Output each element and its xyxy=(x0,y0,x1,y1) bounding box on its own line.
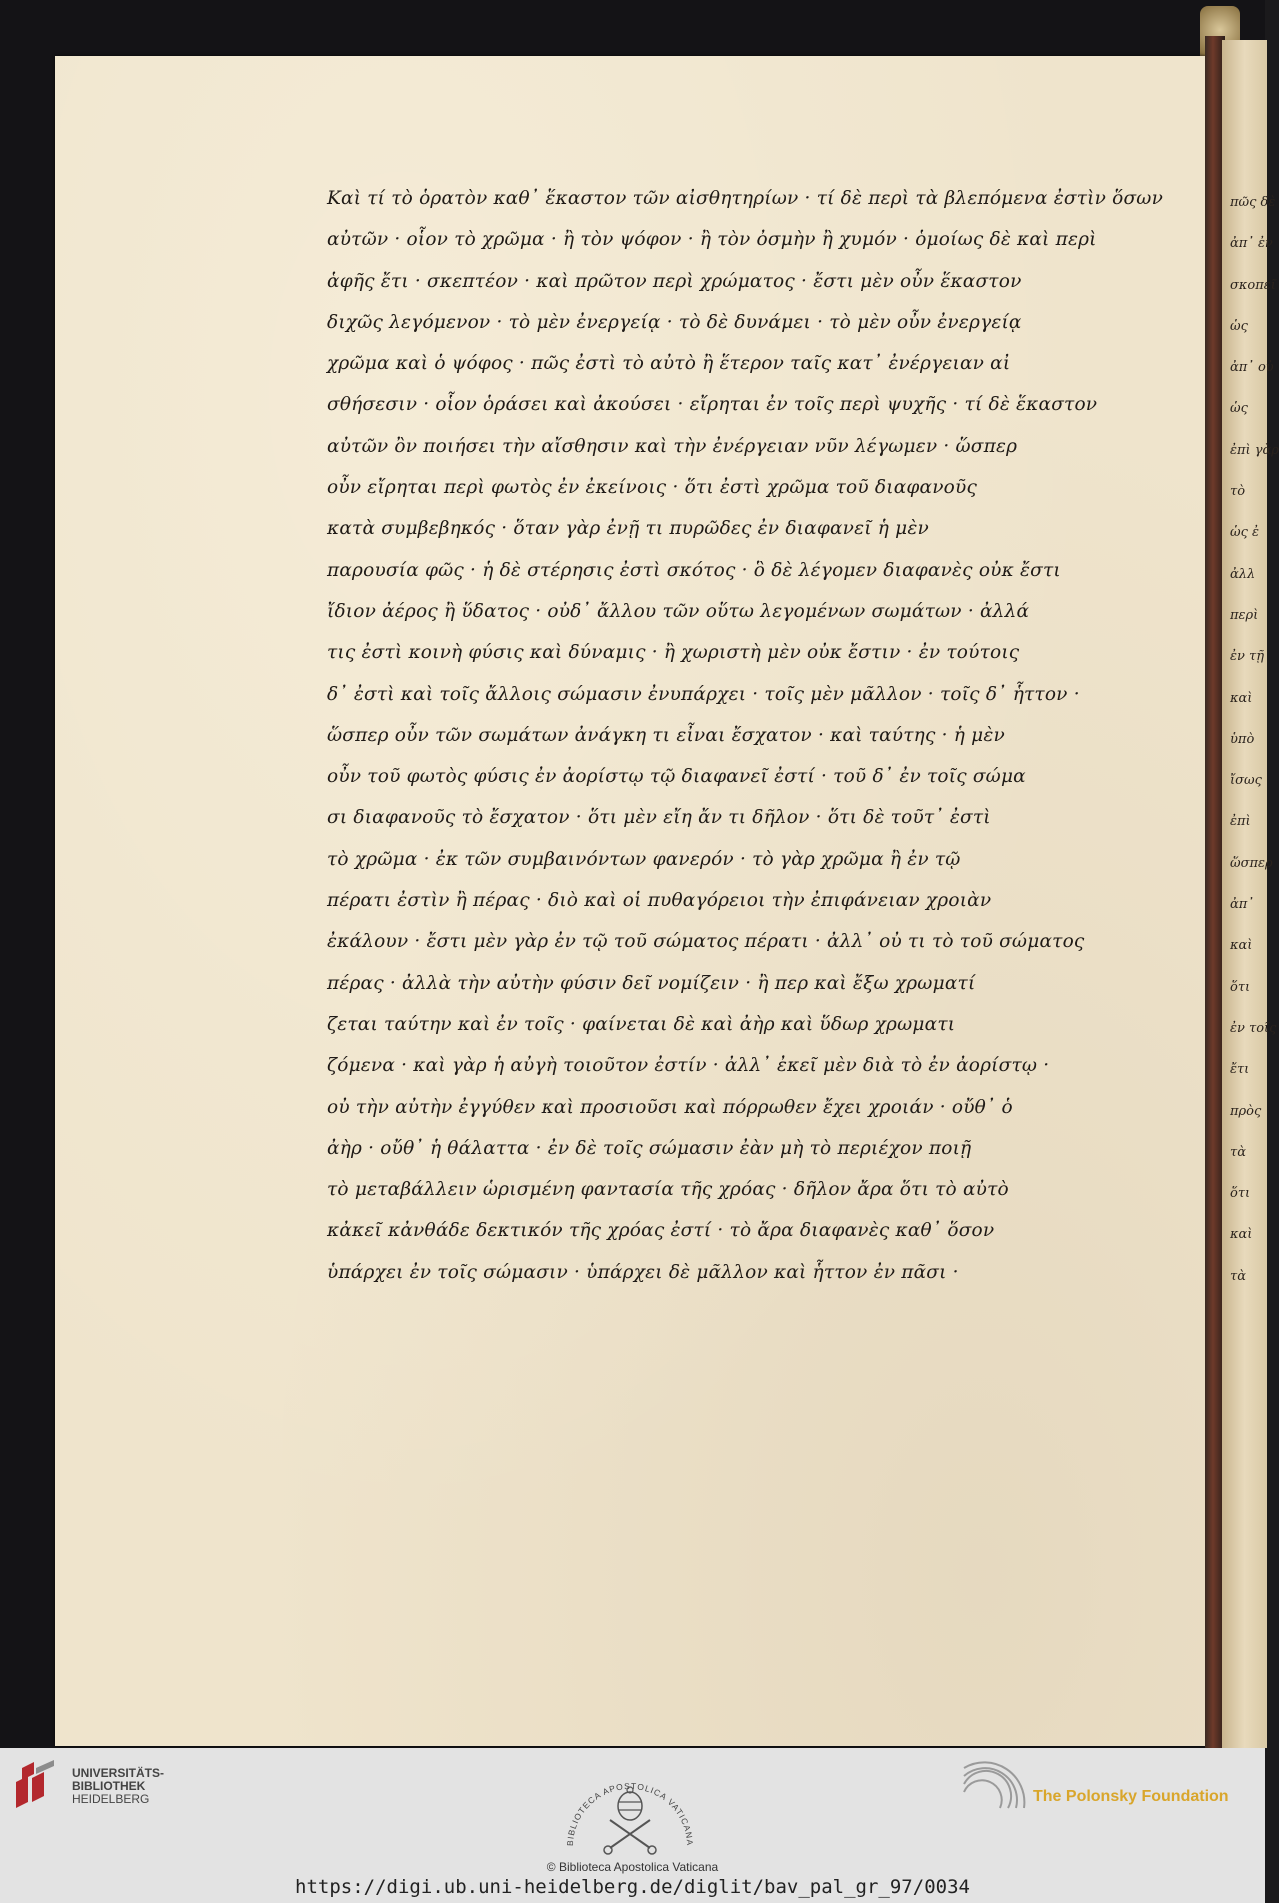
text-line: χρῶμα καὶ ὁ ψόφος · πῶς ἐστὶ τὸ αὐτὸ ἢ ἕτερον ταῖς κατ᾽ ἐνέργειαν αἰ xyxy=(327,353,1011,375)
margin-fragment: τὰ xyxy=(1230,1268,1246,1284)
margin-fragment: πῶς δὲ xyxy=(1230,195,1276,210)
text-line: ζεται ταύτην καὶ ἐν τοῖς · φαίνεται δὲ καὶ ἀὴρ καὶ ὕδωρ χρωματι xyxy=(327,1013,956,1035)
margin-fragment: ὡς ἐ xyxy=(1230,525,1259,541)
margin-fragment: ἴσως xyxy=(1230,773,1262,789)
margin-fragment: σκοπεῖ xyxy=(1230,277,1276,293)
text-line: ὥσπερ οὖν τῶν σωμάτων ἀνάγκη τι εἶναι ἔσχατον · καὶ ταύτης · ἡ μὲν xyxy=(327,724,1005,746)
university-name-line1: UNIVERSITÄTS- xyxy=(72,1766,165,1780)
text-line: ἴδιον ἀέρος ἢ ὕδατος · οὐδ᾽ ἄλλου τῶν οὕτω λεγομένων σωμάτων · ἀλλά xyxy=(327,600,1030,622)
margin-fragment: καὶ xyxy=(1230,938,1253,954)
text-line: κατὰ συμβεβηκός · ὅταν γὰρ ἐνῇ τι πυρῶδες ἐν διαφανεῖ ἡ μὲν xyxy=(327,518,929,540)
university-name[interactable] xyxy=(72,1767,164,1806)
text-line: σι διαφανοῦς τὸ ἔσχατον · ὅτι μὲν εἴη ἄν τι δῆλον · ὅτι δὲ τοῦτ᾽ ἐστὶ xyxy=(327,807,991,829)
vatican-library-seal-icon[interactable] xyxy=(555,1768,705,1868)
facing-page-edge xyxy=(1222,40,1279,1748)
text-line: ζόμενα · καὶ γὰρ ἡ αὐγὴ τοιοῦτον ἐστίν · ἀλλ᾽ ἐκεῖ μὲν διὰ τὸ ἐν ἀορίστῳ · xyxy=(327,1055,1050,1077)
margin-fragment: καὶ xyxy=(1230,1227,1253,1243)
margin-fragment: ἀπ᾽ ἐν xyxy=(1230,236,1273,252)
text-line: Καὶ τί τὸ ὁρατὸν καθ᾽ ἕκαστον τῶν αἰσθητηρίων · τί δὲ περὶ τὰ βλεπόμενα ἐστὶν ὅσων xyxy=(327,188,1164,209)
margin-fragment: ὡς xyxy=(1230,401,1248,417)
margin-fragment: ἐπὶ xyxy=(1230,814,1251,830)
text-line: αὐτῶν ὂν ποιήσει τὴν αἴσθησιν καὶ τὴν ἐνέργειαν νῦν λέγωμεν · ὥσπερ xyxy=(327,435,1018,457)
margin-fragment: ἀλλ xyxy=(1230,566,1256,582)
text-line: οὐ τὴν αὐτὴν ἐγγύθεν καὶ προσιοῦσι καὶ πόρρωθεν ἔχει χροιάν · οὔθ᾽ ὁ xyxy=(327,1096,1013,1118)
margin-fragment: ἀπ᾽ xyxy=(1230,897,1254,913)
university-name-line2: BIBLIOTHEK xyxy=(72,1779,146,1793)
text-line: παρουσία φῶς · ἡ δὲ στέρησις ἐστὶ σκότος · ὃ δὲ λέγομεν διαφανὲς οὐκ ἔστι xyxy=(327,559,1061,581)
text-line: αὐτῶν · οἷον τὸ χρῶμα · ἢ τὸν ψόφον · ἢ τὸν ὀσμὴν ἢ χυμόν · ὁμοίως δὲ καὶ περὶ xyxy=(327,229,1097,251)
margin-fragment: ἔτι xyxy=(1230,1062,1250,1078)
margin-fragment: πρὸς xyxy=(1230,1103,1262,1119)
text-line: τὸ μεταβάλλειν ὡρισμένη φαντασία τῆς χρόας · δῆλον ἄρα ὅτι τὸ αὐτὸ xyxy=(327,1179,1009,1201)
text-line: ἐκάλουν · ἔστι μὲν γὰρ ἐν τῷ τοῦ σώματος πέρατι · ἀλλ᾽ οὐ τι τὸ τοῦ σώματος xyxy=(327,931,1085,953)
margin-fragment: περὶ xyxy=(1230,607,1259,623)
polonsky-foundation-label[interactable]: The Polonsky Foundation xyxy=(1033,1788,1229,1805)
text-line: πέρας · ἀλλὰ τὴν αὐτὴν φύσιν δεῖ νομίζειν · ἢ περ καὶ ἔξω χρωματί xyxy=(327,972,976,994)
margin-fragment: ἀπ᾽ οὐ xyxy=(1230,360,1274,376)
margin-fragment: ὅτι xyxy=(1230,1186,1251,1202)
polonsky-logo-icon[interactable] xyxy=(962,1762,1030,1820)
margin-fragment: ὑπὸ xyxy=(1230,731,1255,747)
text-line: ἁφῆς ἔτι · σκεπτέον · καὶ πρῶτον περὶ χρώματος · ἔστι μὲν οὖν ἕκαστον xyxy=(327,270,1022,292)
copyright-notice: © Biblioteca Apostolica Vaticana xyxy=(546,1860,719,1874)
margin-fragment: ὥσπερ xyxy=(1230,855,1273,871)
text-line: δ᾽ ἐστὶ καὶ τοῖς ἄλλοις σώμασιν ἐνυπάρχει · τοῖς μὲν μᾶλλον · τοῖς δ᾽ ἧττον · xyxy=(327,683,1080,705)
footer xyxy=(0,1748,1265,1903)
svg-text:BIBLIOTECA APOSTOLICA VATICANA xyxy=(565,1781,695,1846)
vatican-seal-text: BIBLIOTECA APOSTOLICA VATICANA xyxy=(564,1780,696,1847)
margin-fragment: ὡς xyxy=(1230,318,1248,334)
text-line: τις ἐστὶ κοινὴ φύσις καὶ δύναμις · ἢ χωριστὴ μὲν οὐκ ἔστιν · ἐν τούτοις xyxy=(327,642,1020,664)
page-url[interactable]: https://digi.ub.uni-heidelberg.de/diglit/bav_pal_gr_97/0034 xyxy=(295,1876,970,1898)
text-line: ἀὴρ · οὔθ᾽ ἡ θάλαττα · ἐν δὲ τοῖς σώμασιν ἐὰν μὴ τὸ περιέχον ποιῇ xyxy=(327,1137,972,1159)
manuscript-text-block xyxy=(327,178,1164,1293)
margin-fragment: ἐν τοῖς xyxy=(1230,1020,1277,1036)
text-line: κἀκεῖ κἀνθάδε δεκτικόν τῆς χρόας ἐστί · τὸ ἄρα διαφανὲς καθ᾽ ὅσον xyxy=(327,1220,995,1242)
margin-fragment: ἐν τῇ xyxy=(1230,649,1264,665)
university-name-line3: HEIDELBERG xyxy=(72,1792,150,1806)
manuscript-page xyxy=(55,56,1213,1746)
text-line: οὖν εἴρηται περὶ φωτὸς ἐν ἐκείνοις · ὅτι ἐστὶ χρῶμα τοῦ διαφανοῦς xyxy=(327,477,978,499)
margin-fragment: ἐπὶ γὰρ xyxy=(1230,442,1279,458)
margin-fragment: ὅτι xyxy=(1230,979,1251,995)
text-line: πέρατι ἐστὶν ἢ πέρας · διὸ καὶ οἱ πυθαγόρειοι τὴν ἐπιφάνειαν χροιὰν xyxy=(327,890,992,912)
text-line: σθήσεσιν · οἷον ὁράσει καὶ ἀκούσει · εἴρηται ἐν τοῖς περὶ ψυχῆς · τί δὲ ἕκαστον xyxy=(327,394,1098,416)
text-line: οὖν τοῦ φωτὸς φύσις ἐν ἀορίστῳ τῷ διαφανεῖ ἐστί · τοῦ δ᾽ ἐν τοῖς σώμα xyxy=(327,766,1026,788)
margin-fragment: καὶ xyxy=(1230,690,1253,706)
text-line: ὑπάρχει ἐν τοῖς σώμασιν · ὑπάρχει δὲ μᾶλλον καὶ ἧττον ἐν πᾶσι · xyxy=(327,1261,959,1283)
margin-fragment: τὰ xyxy=(1230,1144,1246,1160)
facing-page-text xyxy=(1230,182,1279,1297)
margin-fragment: τὸ xyxy=(1230,484,1246,500)
text-line: διχῶς λεγόμενον · τὸ μὲν ἐνεργείᾳ · τὸ δὲ δυνάμει · τὸ μὲν οὖν ἐνεργείᾳ xyxy=(327,311,1022,333)
text-line: τὸ χρῶμα · ἐκ τῶν συμβαινόντων φανερόν · τὸ γὰρ χρῶμα ἢ ἐν τῷ xyxy=(327,848,961,870)
